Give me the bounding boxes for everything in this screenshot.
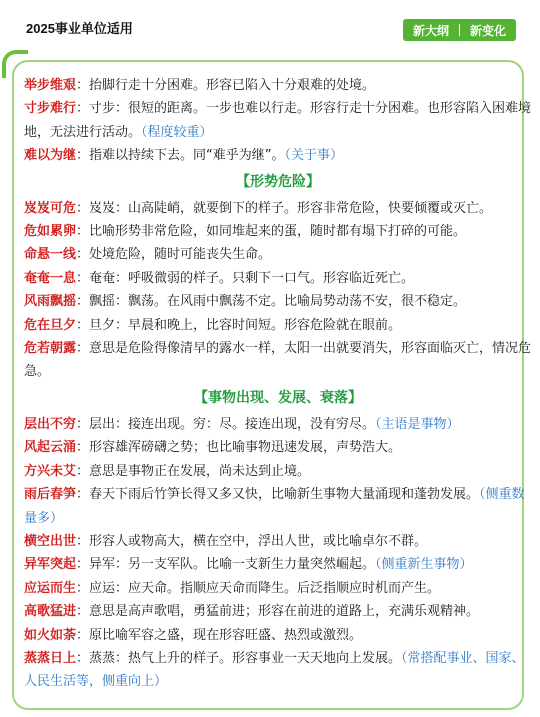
idiom-term: 如火如荼 <box>24 627 77 643</box>
idiom-definition: ：原比喻军容之盛，现在形容旺盛、热烈或激烈。 <box>76 627 363 643</box>
idiom-definition: ：飘摇：飘荡。在风雨中飘荡不定。比喻局势动荡不安，很不稳定。 <box>76 294 467 310</box>
idiom-term: 命悬一线 <box>24 247 77 263</box>
idiom-term: 横空出世 <box>24 533 77 549</box>
idiom-definition: ：蒸蒸：热气上升的样子。形容事业一天天地向上发展。 <box>76 650 402 666</box>
idiom-note: （程度较重） <box>141 124 213 140</box>
idiom-entry <box>24 577 532 600</box>
idiom-definition: ：意思是高声歌唱，勇猛前进；形容在前进的道路上，充满乐观精神。 <box>76 604 480 620</box>
idiom-term: 方兴未艾 <box>24 463 77 479</box>
idiom-entry <box>24 483 532 530</box>
idiom-term: 应运而生 <box>24 580 77 596</box>
idiom-definition: ：岌岌：山高陡峭，就要倒下的样子。形容非常危险，快要倾覆或灭亡。 <box>76 200 493 216</box>
idiom-definition: ：指难以持续下去。同“难乎为继”。 <box>76 148 285 164</box>
idiom-term: 层出不穷 <box>24 416 77 432</box>
idiom-entry <box>24 290 532 313</box>
idiom-note: （侧重数量多） <box>24 487 525 526</box>
idiom-note: （常搭配事业、国家、人民生活等，侧重向上） <box>24 650 525 690</box>
idiom-entry <box>24 600 532 623</box>
idiom-definition: ：抬脚行走十分困难。形容已陷入十分艰难的处境。 <box>76 78 376 93</box>
idiom-definition: ：层出：接连出现。穷：尽。接连出现，没有穷尽。 <box>76 416 376 432</box>
idiom-entry <box>24 144 532 167</box>
tag-badge <box>403 19 516 41</box>
idiom-definition: ：意思是危险得像清早的露水一样，太阳一出就要消失，形容面临灭亡，情况危急。 <box>24 341 532 380</box>
idiom-term: 难以为继 <box>24 148 77 164</box>
top-title: 2025事业单位适用 <box>26 21 133 36</box>
idiom-term: 风起云涌 <box>24 440 77 456</box>
idiom-entry <box>24 74 532 97</box>
idiom-definition: ：处境危险，随时可能丧失生命。 <box>76 247 272 263</box>
idiom-term: 雨后春笋 <box>24 487 77 503</box>
idiom-term: 危如累卵 <box>24 224 77 240</box>
idiom-entry <box>24 267 532 290</box>
idiom-entry <box>24 220 532 243</box>
idiom-entry <box>24 553 532 576</box>
idiom-definition: ：奄奄：呼吸微弱的样子。只剩下一口气。形容临近死亡。 <box>76 270 415 286</box>
idiom-entry <box>24 97 532 144</box>
idiom-list <box>24 74 532 694</box>
idiom-note: （关于事） <box>284 148 344 164</box>
idiom-entry <box>24 647 532 694</box>
badge-new-outline: 新大纲 <box>412 23 449 38</box>
idiom-definition: ：形容人或物高大，横在空中，浮出人世，或比喻卓尔不群。 <box>76 533 428 549</box>
idiom-term: 蒸蒸日上 <box>24 650 77 666</box>
idiom-term: 高歌猛进 <box>24 604 77 620</box>
idiom-definition: ：寸步：很短的距离。一步也难以行走。形容行走十分困难。也形容陷入困难境地，无法进行活动。 <box>24 101 532 140</box>
idiom-entry <box>24 413 532 436</box>
idiom-entry <box>24 624 532 647</box>
idiom-note: （主语是事物） <box>375 416 460 432</box>
idiom-term: 异军突起 <box>24 557 77 573</box>
idiom-term: 举步维艰 <box>24 78 77 93</box>
section-heading-danger: 【形势危险】 <box>236 173 320 190</box>
idiom-entry <box>24 337 532 384</box>
idiom-entry <box>24 460 532 483</box>
idiom-term: 危在旦夕 <box>24 317 77 333</box>
idiom-definition: ：异军：另一支军队。比喻一支新生力量突然崛起。 <box>76 557 376 573</box>
idiom-definition: ：形容雄浑磅礴之势；也比喻事物迅速发展，声势浩大。 <box>76 440 402 456</box>
idiom-term: 岌岌可危 <box>24 200 77 216</box>
section-heading-development: 【事物出现、发展、衰落】 <box>194 389 362 406</box>
idiom-definition: ：应运：应天命。指顺应天命而降生。后泛指顺应时机而产生。 <box>76 580 441 596</box>
idiom-term: 危若朝露 <box>24 341 77 357</box>
idiom-note: （侧重新生事物） <box>375 557 473 573</box>
idiom-term: 寸步难行 <box>24 101 77 117</box>
idiom-entry <box>24 243 532 266</box>
idiom-term: 风雨飘摇 <box>24 294 77 310</box>
badge-new-change: 新变化 <box>469 23 506 38</box>
top-bar <box>0 0 540 44</box>
idiom-definition: ：比喻形势非常危险，如同堆起来的蛋，随时都有塌下打碎的可能。 <box>76 224 467 240</box>
idiom-definition: ：春天下雨后竹笋长得又多又快，比喻新生事物大量涌现和蓬勃发展。 <box>76 487 480 503</box>
idiom-entry <box>24 436 532 459</box>
idiom-definition: ：旦夕：早晨和晚上，比容时间短。形容危险就在眼前。 <box>76 317 402 333</box>
idiom-entry <box>24 530 532 553</box>
idiom-definition: ：意思是事物正在发展，尚未达到止境。 <box>76 463 311 479</box>
idiom-term: 奄奄一息 <box>24 270 77 286</box>
idiom-entry <box>24 314 532 337</box>
idiom-entry <box>24 197 532 220</box>
